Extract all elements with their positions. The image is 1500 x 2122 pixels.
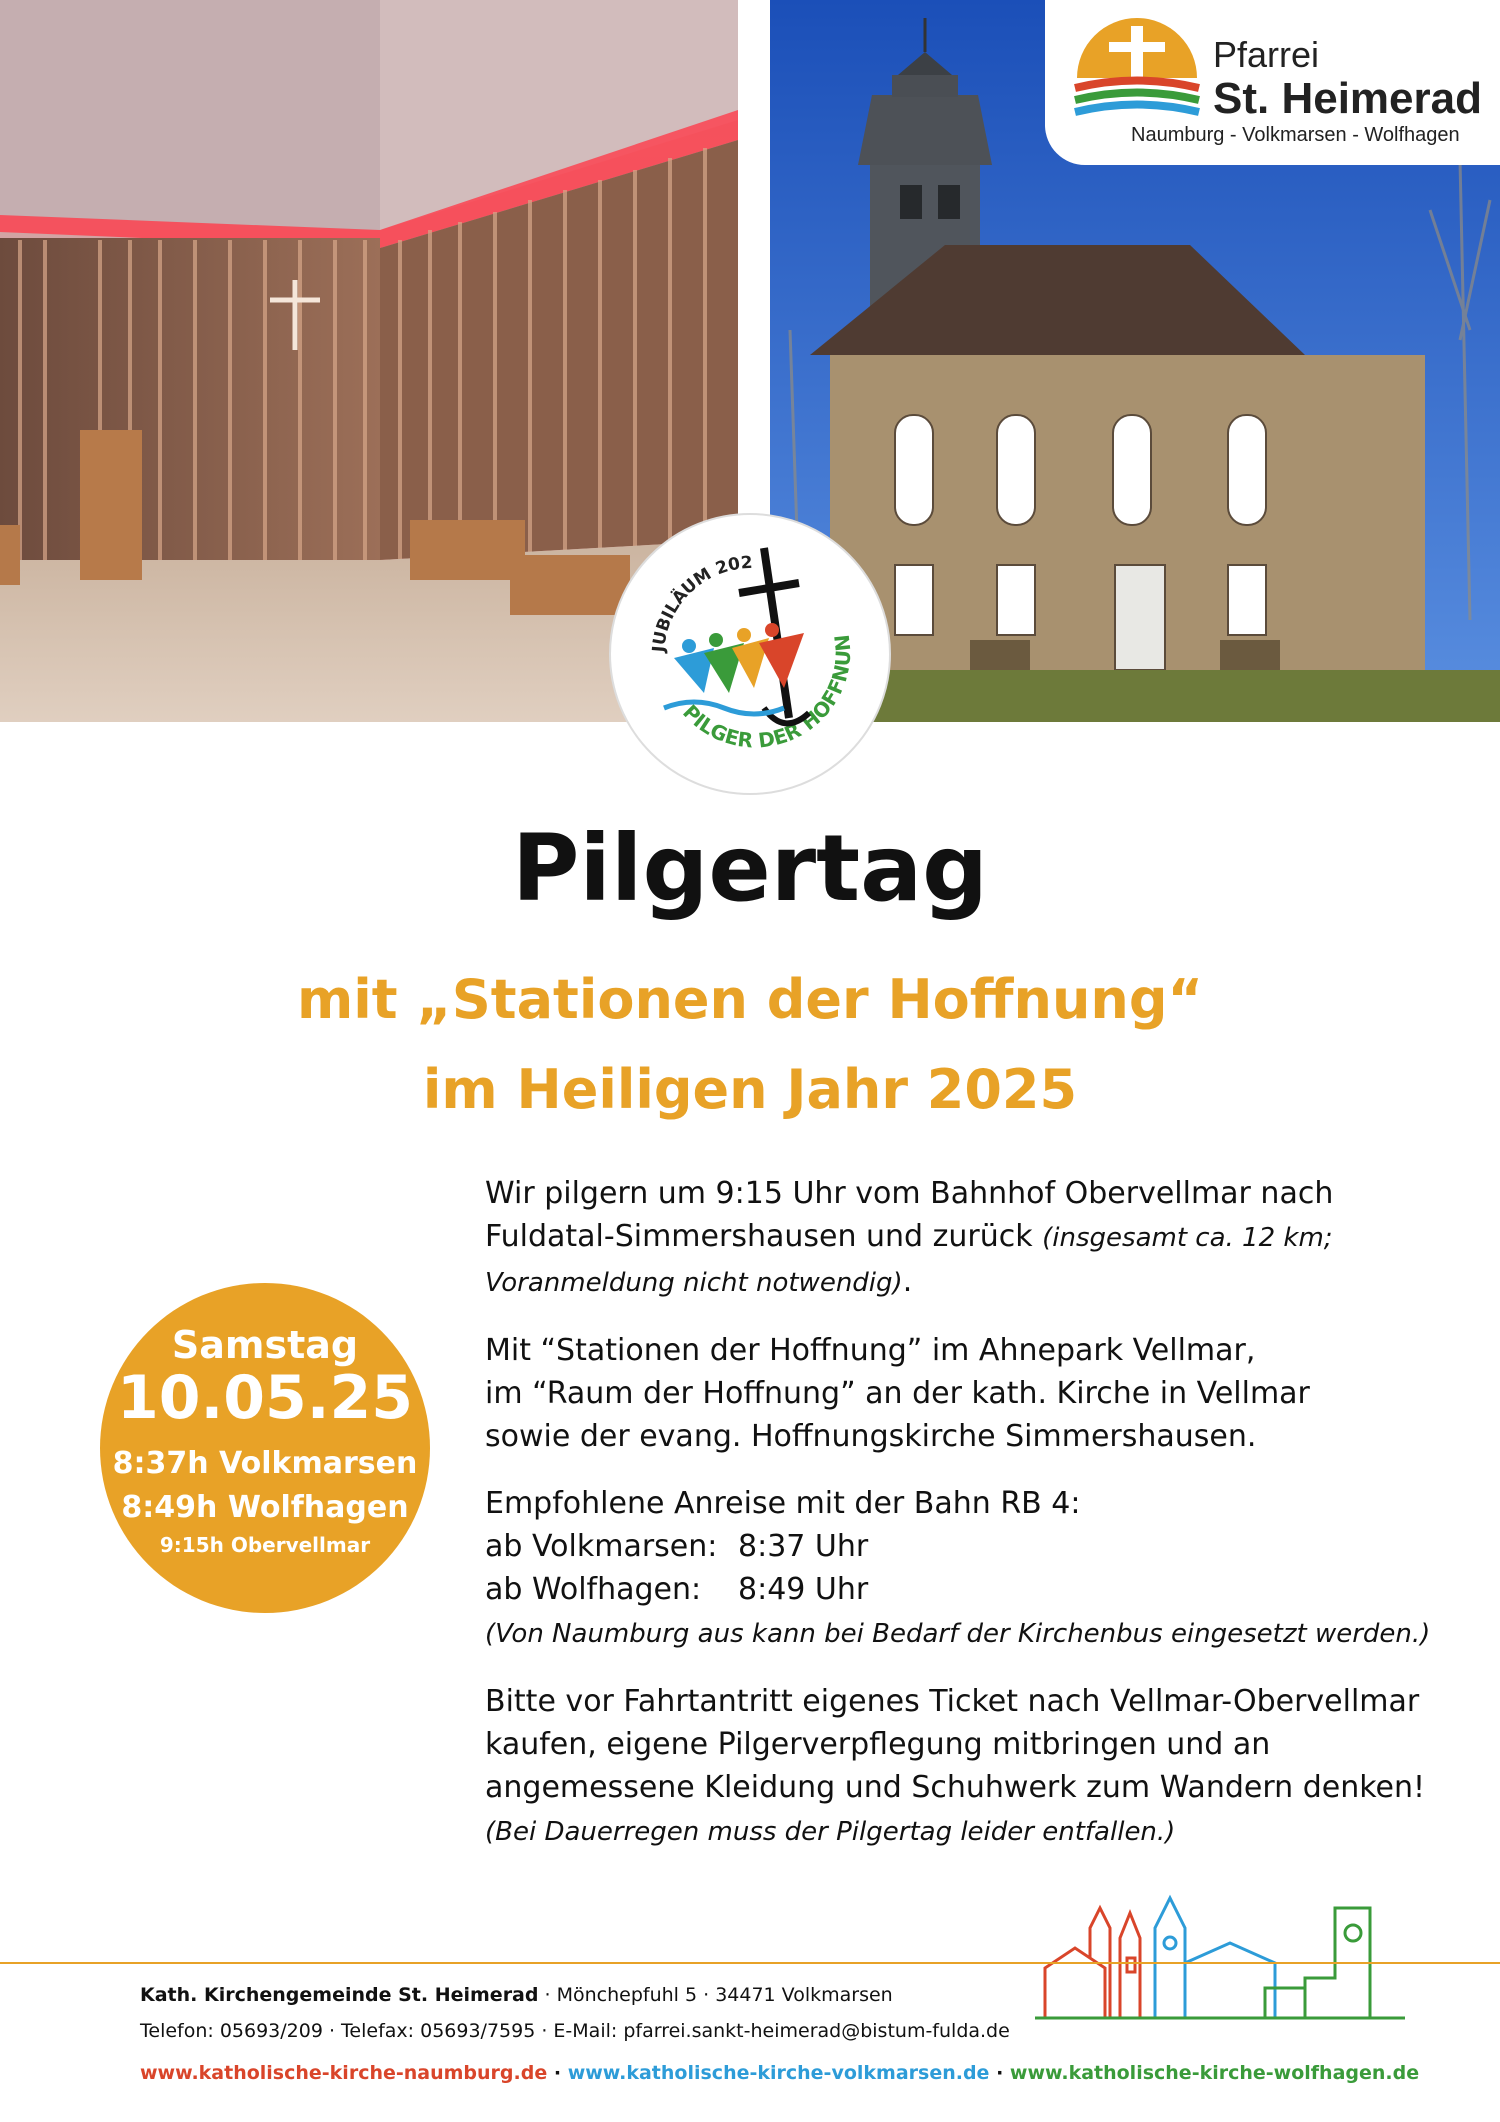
travel-row-1-label: ab Volkmarsen: [485,1529,718,1564]
footer-contact: Telefon: 05693/209 · Telefax: 05693/7595 · E-Mail: pfarrei.sankt-heimerad@bistum-fulda.de [140,2020,1010,2042]
travel-row-1-time: 8:37 Uhr [738,1529,869,1564]
badge-top-text: JUBILÄUM 202 [649,552,754,653]
logo-pfarrei: Pfarrei [1213,34,1320,75]
tickets-text: Bitte vor Fahrtantritt eigenes Ticket nach Vellmar-Obervellmar kaufen, eigene Pilgerverpflegung mitbringen und an angemessene Kleidung und Schuhwerk zum Wandern denken! [485,1684,1426,1805]
paragraph-route [485,1172,1465,1305]
subtitle-line-1: mit „Stationen der Hoffnung“ [297,968,1203,1031]
stations-line-1: Mit “Stationen der Hoffnung” im Ahnepark Vellmar, [485,1333,1256,1368]
date-value: 10.05.25 [116,1363,414,1433]
paragraph-tickets [485,1680,1465,1854]
route-note: (insgesamt ca. 12 km; Voranmeldung nicht notwendig) [485,1223,1333,1298]
travel-heading: Empfohlene Anreise mit der Bahn RB 4: [485,1486,1081,1521]
link-separator: · [547,2062,568,2084]
link-volkmarsen[interactable]: www.katholische-kirche-volkmarsen.de [567,2062,990,2084]
stations-line-2: im “Raum der Hoffnung” an der kath. Kirche in Vellmar [485,1376,1310,1411]
footer-org: Kath. Kirchengemeinde St. Heimerad [140,1984,539,2006]
badge-bottom-text: PILGER DER HOFFNUN [678,633,856,753]
town-skyline-illustration [1035,1888,1405,2028]
footer-divider [0,1962,1500,1964]
tickets-note: (Bei Dauerregen muss der Pilgertag leider entfallen.) [485,1817,1176,1847]
time-obervellmar: 9:15h Obervellmar [159,1533,371,1557]
body-text [485,1172,1465,1878]
link-naumburg[interactable]: www.katholische-kirche-naumburg.de [140,2062,548,2084]
subtitle-line-2: im Heiligen Jahr 2025 [422,1058,1078,1121]
time-wolfhagen: 8:49h Wolfhagen [121,1490,409,1525]
date-day: Samstag [171,1323,359,1367]
time-volkmarsen: 8:37h Volkmarsen [112,1446,418,1481]
travel-note: (Von Naumburg aus kann bei Bedarf der Kirchenbus eingesetzt werden.) [485,1619,1431,1649]
travel-row-2-time: 8:49 Uhr [738,1572,869,1607]
link-wolfhagen[interactable]: www.katholische-kirche-wolfhagen.de [1009,2062,1420,2084]
route-end: . [902,1264,913,1299]
parish-logo [1045,0,1500,165]
page-title: Pilgertag [511,815,989,922]
jubilee-badge [604,508,896,800]
route-text: Wir pilgern um 9:15 Uhr vom Bahnhof Obervellmar nach Fuldatal-Simmershausen und zurück [485,1176,1334,1254]
stations-line-3: sowie der evang. Hoffnungskirche Simmershausen. [485,1419,1257,1454]
link-separator: · [989,2062,1010,2084]
paragraph-travel [485,1482,1465,1656]
footer-street: · Mönchepfuhl 5 · 34471 Volkmarsen [538,1984,893,2006]
footer-address [140,1984,893,2006]
paragraph-stations [485,1329,1465,1458]
logo-st-heimerad: St. Heimerad [1213,74,1482,123]
travel-row-2-label: ab Wolfhagen: [485,1572,702,1607]
date-circle [100,1283,430,1613]
footer-links [140,2062,1419,2084]
parish-logo-icon [1067,18,1207,128]
logo-towns: Naumburg - Volkmarsen - Wolfhagen [1131,124,1460,146]
